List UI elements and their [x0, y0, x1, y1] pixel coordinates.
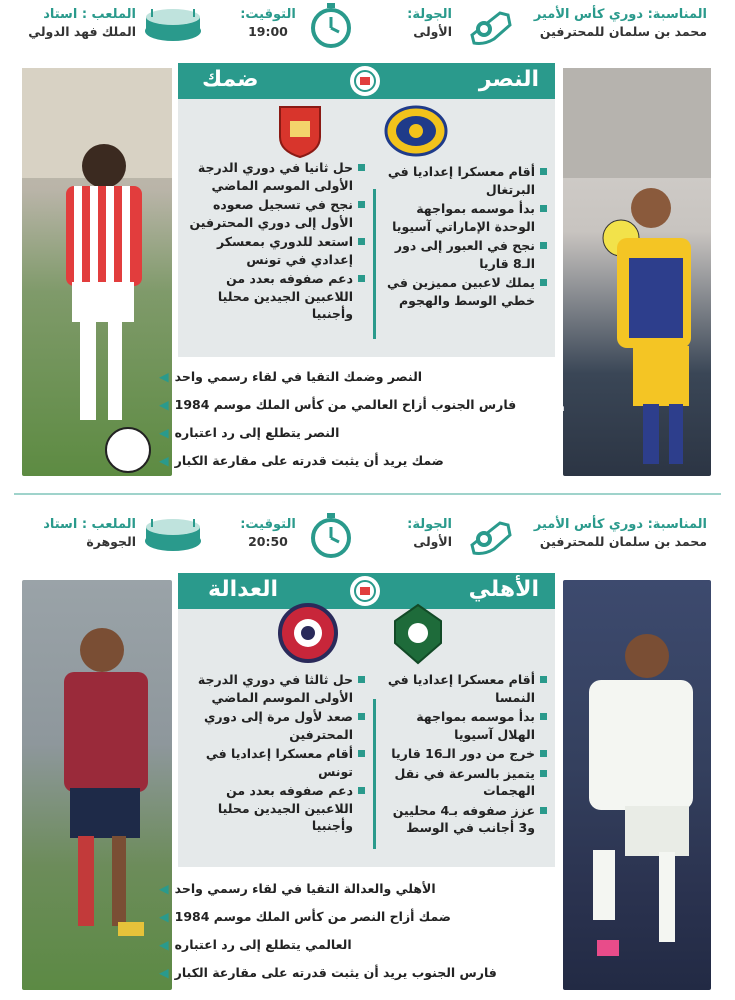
list-item: أقام معسكرا إعداديا في النمسا	[379, 671, 547, 706]
player-photo-ahli	[563, 580, 711, 990]
list-item: العالمي يتطلع إلى رد اعتباره ◀	[159, 936, 352, 952]
list-item: ضمك يريد أن يثبت قدرته على مقارعة الكبار ◀	[159, 452, 444, 468]
team-banner-1	[178, 63, 555, 99]
list-item: استعد للدوري بمعسكر إعدادي في تونس	[185, 233, 365, 268]
player-photo-damac	[22, 68, 172, 476]
section-divider	[14, 493, 721, 495]
list-item: الأهلي والعدالة التقيا في لقاء رسمي واحد ◀	[159, 880, 436, 896]
stadium-icon	[140, 4, 206, 46]
stadium-label: الملعب : استاد	[43, 7, 136, 22]
list-item: أقام معسكرا إعداديا في تونس	[185, 745, 365, 780]
damac-logo-icon	[276, 103, 324, 159]
list-item: دعم صفوفه بعدد من اللاعبين الجيدين محليا وأجنبيا	[185, 270, 365, 323]
round-info	[392, 6, 452, 40]
round-value: الأولى	[413, 24, 452, 39]
football-boot-icon	[462, 4, 518, 48]
stadium-icon	[140, 514, 206, 556]
round-label: الجولة:	[407, 7, 452, 22]
round-label: الجولة:	[407, 517, 452, 532]
competition-info	[522, 6, 707, 40]
list-item: النصر وضمك التقيا في لقاء رسمي واحد ◀	[159, 368, 423, 384]
list-item: يتميز بالسرعة في نقل الهجمات	[379, 765, 547, 800]
team-banner-2	[178, 573, 555, 609]
list-item: عزز صفوفه بـ4 محليين و3 أجانب في الوسط	[379, 802, 547, 837]
list-item: أقام معسكرا إعداديا في البرتغال	[379, 163, 547, 198]
comparison-panel-1	[178, 99, 555, 357]
list-item: يملك لاعبين مميزين في خطي الوسط والهجوم	[379, 274, 547, 309]
list-item: بدأ موسمه بمواجهة الهلال آسيويا	[379, 708, 547, 743]
time-info	[236, 516, 300, 550]
list-item: دعم صفوفه بعدد من اللاعبين الجيدين محليا وأجنبيا	[185, 782, 365, 835]
away-team-name: ضمك	[202, 67, 259, 92]
stadium-label: الملعب : استاد	[43, 517, 136, 532]
stadium-info	[14, 516, 136, 550]
column-divider	[373, 189, 376, 339]
away-team-name: العدالة	[208, 577, 279, 602]
away-team-notes	[185, 159, 365, 325]
stadium-value: الملك فهد الدولي	[28, 24, 136, 39]
home-team-name: الأهلي	[468, 577, 539, 602]
football-boot-icon	[462, 514, 518, 558]
time-label: التوقيت:	[240, 7, 296, 22]
competition-value: محمد بن سلمان للمحترفين	[539, 24, 707, 39]
round-info	[392, 516, 452, 550]
round-value: الأولى	[413, 534, 452, 549]
time-info	[236, 6, 300, 40]
stadium-value: الجوهرة	[86, 534, 136, 549]
list-item: نجح في تسجيل صعوده الأول إلى دوري المحترفين	[185, 196, 365, 231]
list-item: النصر يتطلع إلى رد اعتباره ◀	[159, 424, 340, 440]
competition-label: المناسبة: دوري كأس الأمير	[533, 517, 707, 532]
time-value: 19:00	[248, 24, 288, 39]
ahli-logo-icon	[393, 603, 443, 665]
column-divider	[373, 699, 376, 849]
league-logo-icon	[350, 576, 380, 606]
list-item: بدأ موسمه بمواجهة الوحدة الإماراتي آسيويا	[379, 200, 547, 235]
list-item: نجح في العبور إلى دور الـ8 قاريا	[379, 237, 547, 272]
head-to-head-facts-2	[159, 874, 549, 986]
svg-text:#A: #A	[483, 380, 565, 452]
list-item: ضمك أزاح النصر من كأس الملك موسم 1984 ◀	[159, 908, 451, 924]
list-item: فارس الجنوب أزاح العالمي من كأس الملك موسم 1984 ◀	[159, 396, 517, 412]
nassr-logo-icon	[385, 105, 447, 157]
home-team-notes	[379, 671, 547, 839]
competition-info	[522, 516, 707, 550]
list-item: حل ثانيا في دوري الدرجة الأولى الموسم الماضي	[185, 159, 365, 194]
time-value: 20:50	[248, 534, 288, 549]
competition-label: المناسبة: دوري كأس الأمير	[533, 7, 707, 22]
comparison-panel-2	[178, 609, 555, 867]
adalah-logo-icon	[278, 603, 338, 663]
list-item: صعد لأول مرة إلى دوري المحترفين	[185, 708, 365, 743]
away-team-notes	[185, 671, 365, 837]
stadium-info	[14, 6, 136, 40]
home-team-name: النصر	[478, 67, 539, 92]
list-item: فارس الجنوب يريد أن يثبت قدرته على مقارعة الكبار ◀	[159, 964, 497, 980]
list-item: خرج من دور الـ16 قاريا	[379, 745, 547, 763]
player-photo-adalah	[22, 580, 172, 990]
home-team-notes	[379, 163, 547, 311]
stopwatch-icon	[307, 510, 355, 560]
head-to-head-facts-1	[159, 362, 549, 474]
time-label: التوقيت:	[240, 517, 296, 532]
stopwatch-icon	[307, 0, 355, 50]
competition-value: محمد بن سلمان للمحترفين	[539, 534, 707, 549]
league-logo-icon	[350, 66, 380, 96]
list-item: حل ثالثا في دوري الدرجة الأولى الموسم الماضي	[185, 671, 365, 706]
